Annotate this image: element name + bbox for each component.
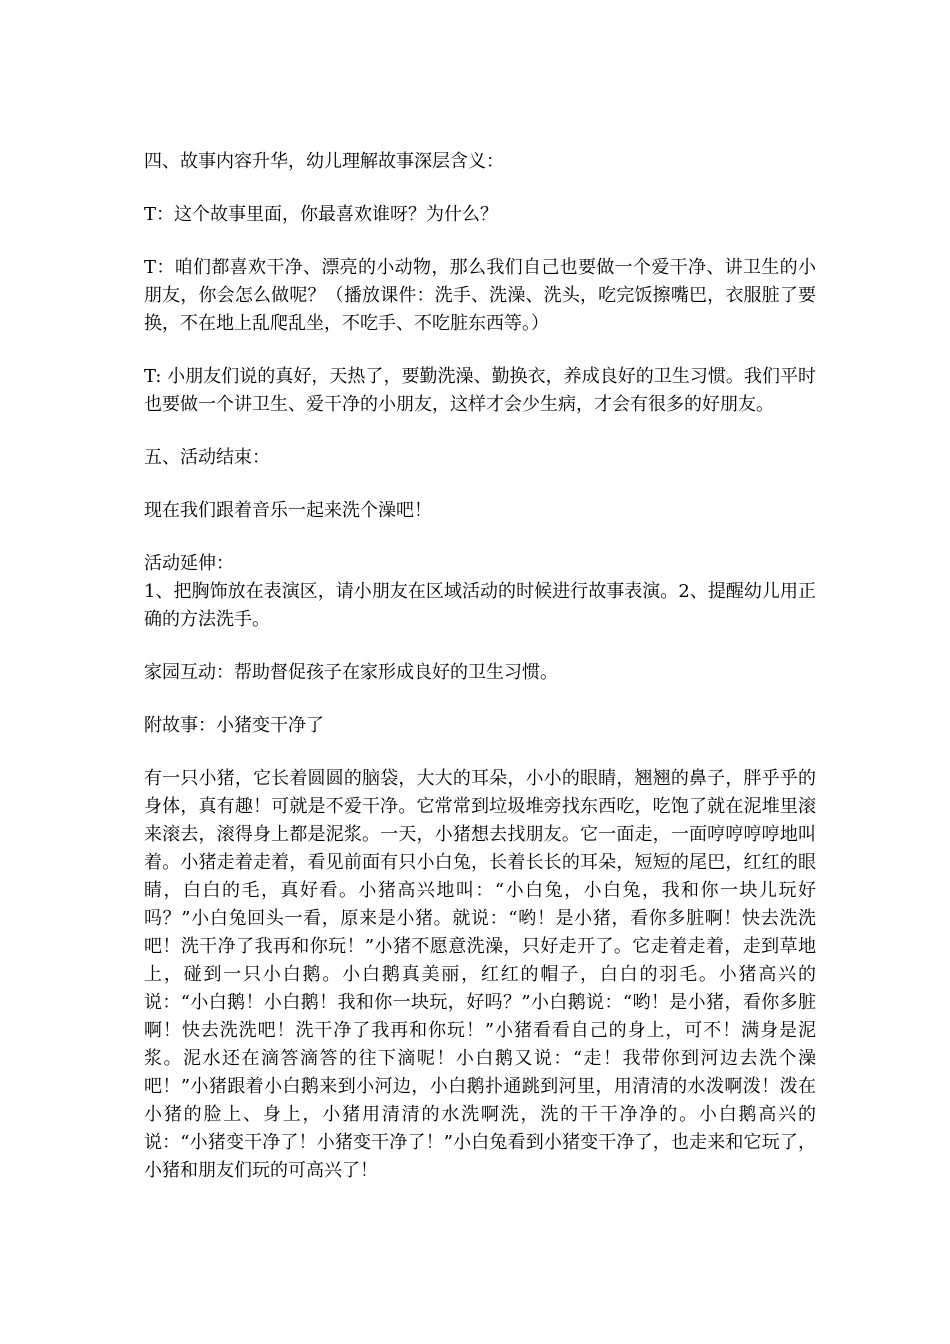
teacher-summary: T: 小朋友们说的真好，天热了，要勤洗澡、勤换衣，养成良好的卫生习惯。我们平时也要做一个讲卫生、爱干净的小朋友，这样才会少生病，才会有很多的好朋友。 bbox=[144, 366, 816, 415]
home-interaction: 家园互动：帮助督促孩子在家形成良好的卫生习惯。 bbox=[144, 662, 558, 683]
extension-text: 1、把胸饰放在表演区，请小朋友在区域活动的时候进行故事表演。2、提醒幼儿用正确的方法洗手。 bbox=[144, 581, 816, 630]
story-title: 附故事：小猪变干净了 bbox=[144, 715, 324, 736]
question-hygiene-habits: T：咱们都喜欢干净、漂亮的小动物，那么我们自己也要做一个爱干净、讲卫生的小朋友，你会怎么做呢？（播放课件：洗手、洗澡、洗头，吃完饭擦嘴巴，衣服脏了要换，不在地上乱爬乱坐，不吃手、不吃脏东西等。） bbox=[144, 257, 816, 334]
section5-heading: 五、活动结束： bbox=[144, 447, 270, 468]
closing-activity: 现在我们跟着音乐一起来洗个澡吧！ bbox=[144, 500, 432, 521]
document-body bbox=[144, 148, 816, 1210]
extension-heading: 活动延伸： bbox=[144, 553, 234, 574]
section4-heading: 四、故事内容升华，幼儿理解故事深层含义： bbox=[144, 151, 504, 172]
question-favorite: T：这个故事里面，你最喜欢谁呀？为什么？ bbox=[144, 204, 499, 225]
story-text: 有一只小猪，它长着圆圆的脑袋，大大的耳朵，小小的眼睛，翘翘的鼻子，胖乎乎的身体，真有趣！可就是不爱干净。它常常到垃圾堆旁找东西吃，吃饱了就在泥堆里滚来滚去，滚得身上都是泥浆。一天，小猪想去找朋友。它一面走，一面哼哼哼哼地叫着。小猪走着走着，看见前面有只小白兔，长着长长的耳朵，短短的尾巴，红红的眼睛，白白的毛，真好看。小猪高兴地叫：“小白兔，小白兔，我和你一块儿玩好吗？”小白兔回头一看，原来是小猪。就说：“哟！是小猪，看你多脏啊！快去洗洗吧！洗干净了我再和你玩！”小猪不愿意洗澡，只好走开了。它走着走着，走到草地上，碰到一只小白鹅。小白鹅真美丽，红红的帽子，白白的羽毛。小猪高兴的说：“小白鹅！小白鹅！我和你一块玩，好吗？”小白鹅说：“哟！是小猪，看你多脏啊！快去洗洗吧！洗干净了我再和你玩！”小猪看看自己的身上，可不！满身是泥浆。泥水还在滴答滴答的往下滴呢！小白鹅又说：“走！我带你到河边去洗个澡吧！”小猪跟着小白鹅来到小河边，小白鹅扑通跳到河里，用清清的水泼啊泼！泼在小猪的脸上、身上，小猪用清清的水洗啊洗，洗的干干净净的。小白鹅高兴的说：“小猪变干净了！小猪变干净了！”小白兔看到小猪变干净了，也走来和它玩了，小猪和朋友们玩的可高兴了！ bbox=[144, 768, 816, 1181]
